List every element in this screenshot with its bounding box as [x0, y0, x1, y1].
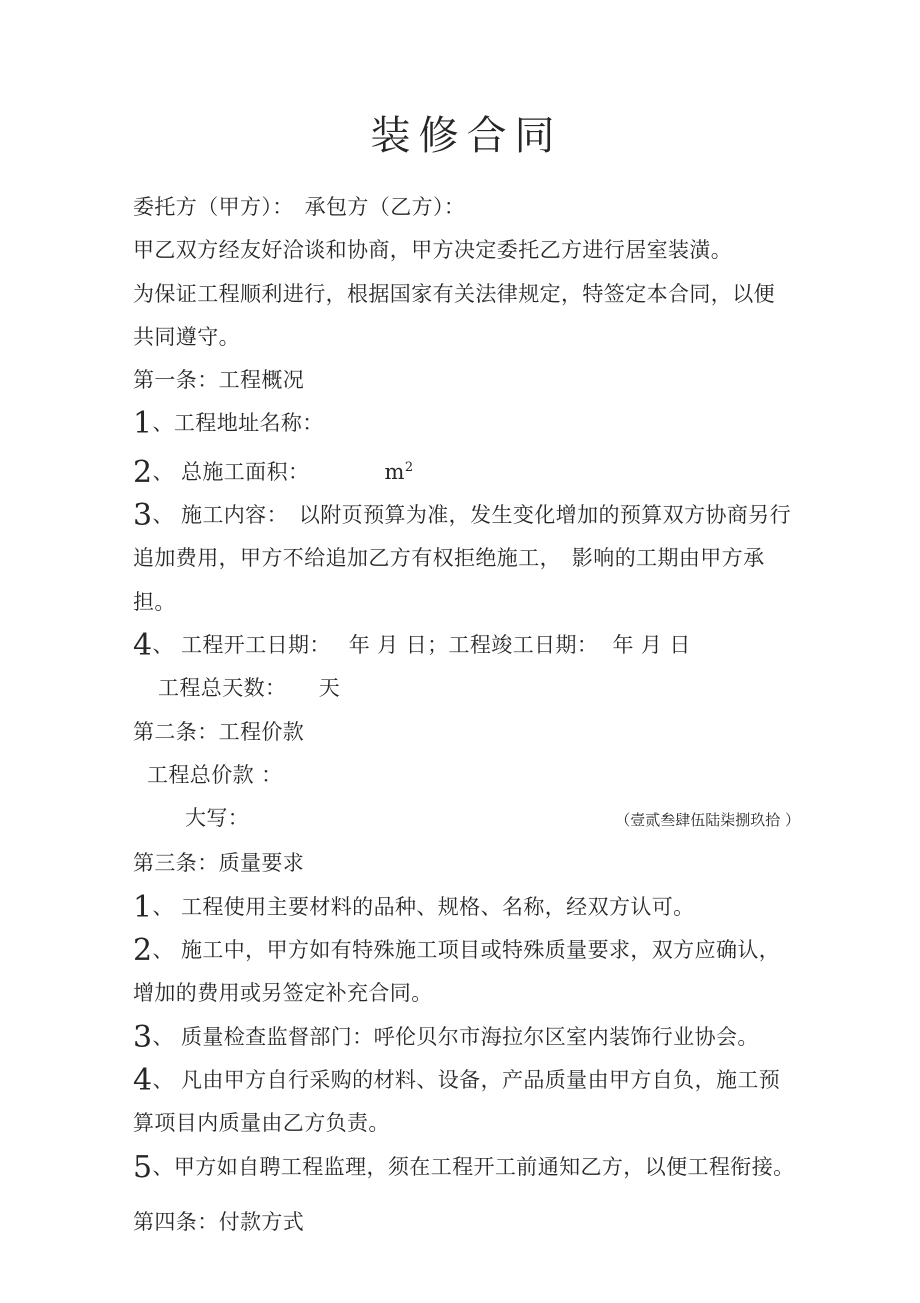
item-number: 1: [133, 889, 153, 925]
item-text: 、工程地址名称：: [152, 411, 324, 436]
parties-line: 委托方（甲方）： 承包方（乙方）：: [133, 195, 466, 219]
capital-numerals-note: （壹贰叁肆伍陆柒捌玖拾 ）: [615, 811, 800, 830]
item-text: 、 工程使用主要材料的品种、规格、名称，经双方认可。: [152, 894, 695, 919]
area-unit: [384, 460, 413, 484]
item-number: 5: [133, 1149, 153, 1185]
article3-item-2: [133, 929, 800, 972]
article3-item-1: [133, 886, 800, 929]
article3-item-4: [133, 1059, 800, 1102]
blank-gap: [299, 460, 385, 484]
total-price-line: 工程总价款 ：: [147, 762, 283, 787]
article1-heading: 第一条：工程概况: [133, 368, 305, 393]
amount-in-words-line: [133, 797, 800, 842]
item-number: 4: [133, 1062, 153, 1098]
total-days-line: [133, 667, 800, 710]
blank-gap: [276, 676, 319, 700]
days-unit: 天: [318, 676, 341, 701]
article1-item-2: [133, 446, 800, 494]
intro-line-1: 甲乙双方经友好洽谈和协商，甲方决定委托乙方进行居室装潢。: [133, 238, 733, 263]
item-number: 3: [133, 1019, 153, 1055]
article2-heading: 第二条：工程价款: [133, 719, 305, 744]
item-text: 、 施工中，甲方如有特殊施工项目或特殊质量要求，双方应确认，: [152, 938, 781, 963]
article3-heading: 第三条：质量要求: [133, 851, 305, 876]
article1-item-3: [133, 494, 800, 537]
unit-base: m: [384, 459, 405, 484]
item-text: 、 工程开工日期： 年 月 日；工程竣工日期： 年 月 日: [152, 632, 691, 657]
intro-line-2: 为保证工程顺利进行，根据国家有关法律规定，特签定本合同，以便: [133, 281, 775, 306]
item-text: 、 施工内容： 以附页预算为准，发生变化增加的预算双方协商另行: [152, 503, 792, 528]
item-number: 2: [133, 933, 153, 969]
item-text: 、 凡由甲方自行采购的材料、设备，产品质量由甲方自负，施工预: [152, 1067, 781, 1092]
item-text: 、 总施工面积：: [152, 459, 299, 484]
document-title: 装修合同: [370, 113, 563, 159]
amount-in-words-label: 大写：: [185, 806, 250, 831]
article1-item-4: [133, 624, 800, 667]
article3-item-4-continued: 算项目内质量由乙方负责。: [133, 1111, 390, 1136]
total-days-label: 工程总天数：: [158, 676, 276, 701]
item-text: 、 质量检查监督部门：呼伦贝尔市海拉尔区室内装饰行业协会。: [152, 1024, 759, 1049]
article1-item-1: [133, 402, 800, 445]
item-number: 2: [133, 454, 153, 490]
item-number: 4: [133, 627, 153, 663]
article3-item-5: [133, 1146, 800, 1189]
item-number: 1: [133, 406, 153, 442]
article3-item-2-continued: 增加的费用或另签定补充合同。: [133, 981, 433, 1006]
article4-heading: 第四条：付款方式: [133, 1209, 305, 1234]
item-text: 、甲方如自聘工程监理，须在工程开工前通知乙方，以便工程衔接。: [152, 1154, 795, 1179]
intro-line-3: 共同遵守。: [133, 324, 240, 349]
article3-item-3: [133, 1016, 800, 1059]
item-number: 3: [133, 498, 153, 534]
article1-item-3-continued: 追加费用，甲方不给追加乙方有权拒绝施工， 影响的工期由甲方承担。: [133, 546, 765, 614]
unit-exponent: 2: [404, 459, 414, 475]
